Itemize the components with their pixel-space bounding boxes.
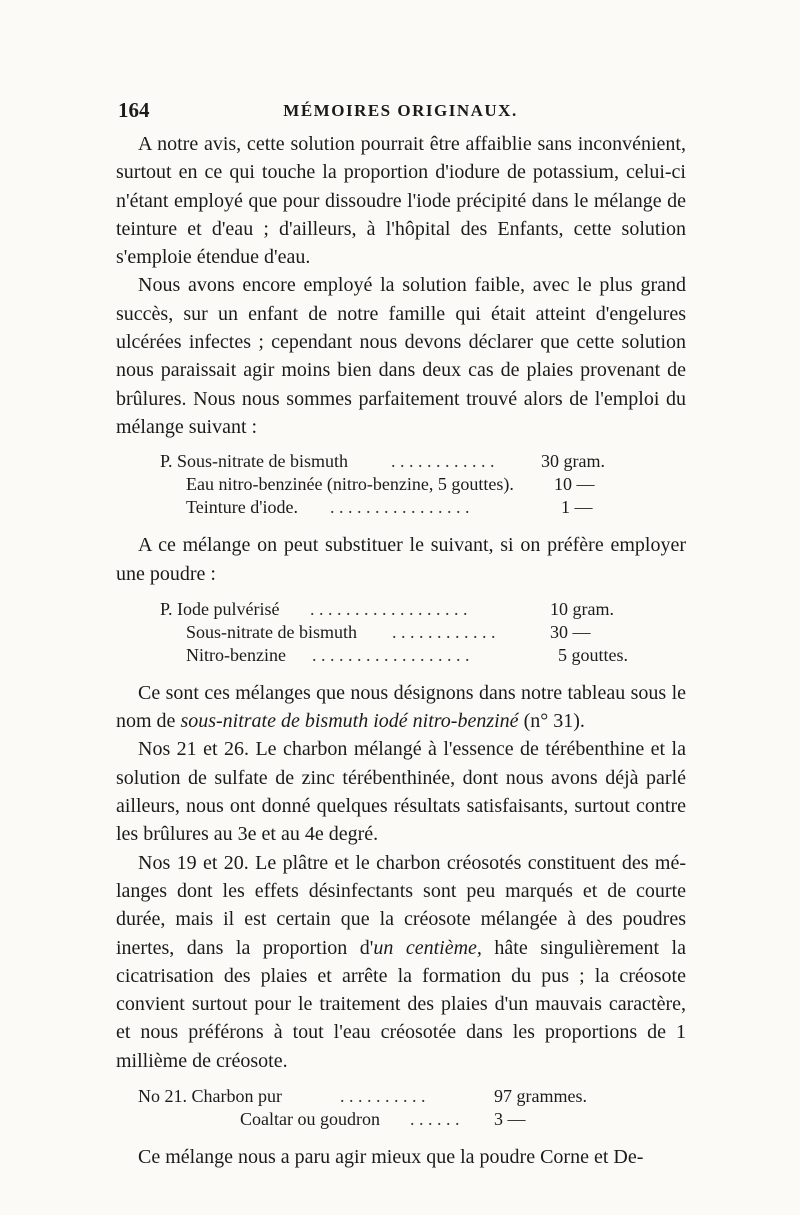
formula-ingredient: Nitro-benzine bbox=[186, 644, 286, 665]
item-number: Nos bbox=[138, 738, 171, 761]
paragraph: Nous avons encore employé la solution faible, avec le plus grand succès, sur un enfant de notre famille qui était atteint d'engelures ulcérées infectes ; cependant nous devons déclarer que cette solution nous paraissait agir moins bien dans deux cas de plaies provenant de brûlures. Nous nous sommes parfaitement trouvé alors de l'emploi du mélange suivant : bbox=[116, 274, 686, 438]
italic-term: sous-nitrate de bismuth iodé nitro-benziné bbox=[180, 710, 519, 733]
paragraph: Ce mélange nous a paru agir mieux que la poudre Corne et De- bbox=[138, 1146, 644, 1169]
page-body bbox=[116, 130, 686, 1171]
paragraph bbox=[116, 849, 686, 1075]
formula-quantity: 3 — bbox=[494, 1109, 526, 1130]
formula-block bbox=[116, 450, 686, 519]
paragraph-text: (n° 31). bbox=[518, 710, 585, 733]
formula-quantity: 10 — bbox=[554, 474, 595, 495]
formula-row bbox=[116, 644, 686, 667]
running-title: MÉMOIRES ORIGINAUX. bbox=[283, 101, 518, 120]
dot-leader: . . . . . . . . . . bbox=[340, 1086, 426, 1107]
formula-quantity: 10 gram. bbox=[550, 598, 614, 619]
dot-leader: . . . . . . . . . . . . . . . . . . bbox=[312, 644, 470, 665]
formula-quantity: 5 gouttes. bbox=[558, 644, 628, 665]
dot-leader: . . . . . . bbox=[410, 1109, 460, 1130]
dot-leader: . . . . . . . . . . . . bbox=[391, 451, 495, 472]
paragraph: A ce mélange on peut substituer le suivant, si on préfère employer une poudre : bbox=[116, 534, 686, 585]
page-number: 164 bbox=[118, 98, 150, 122]
formula-quantity: 1 — bbox=[561, 497, 593, 518]
paragraph bbox=[116, 735, 686, 848]
dot-leader: . . . . . . . . . . . . . . . . . . bbox=[310, 598, 468, 619]
formula-row bbox=[116, 1108, 686, 1131]
paragraph bbox=[116, 679, 686, 736]
formula-row bbox=[116, 621, 686, 644]
formula-row bbox=[116, 1085, 686, 1108]
paragraph: A notre avis, cette solution pourrait être affaiblie sans inconvénient, surtout en ce qui touche la proportion d'iodure de potassium, celui-ci n'étant employé que pour dissoudre l'iode précipité dans le mélange de teinture et d'eau ; d'ailleurs, à l'hôpital des Enfants, cette solution s'emploie étendue d'eau. bbox=[116, 133, 686, 269]
item-number: Nos bbox=[138, 851, 171, 874]
formula-ingredient: Coaltar ou goudron bbox=[240, 1109, 380, 1130]
paragraph-text: hâte singulièrement la cicatrisation des plaies et arrête la formation du pus ; la créosote convient surtout pour le traitement des plaies d'un mauvais caractère, et nous préférons à tout l'eau créosotée dans les proportions de 1 millième de créosote. bbox=[116, 936, 686, 1072]
formula-ingredient: P. Sous-nitrate de bismuth bbox=[160, 451, 348, 472]
dot-leader: . . . . . . . . . . . . bbox=[392, 621, 496, 642]
formula-row bbox=[116, 598, 686, 621]
page-header bbox=[118, 98, 683, 124]
formula-row bbox=[116, 473, 686, 496]
formula-block bbox=[116, 598, 686, 667]
paragraph-text: Ce sont ces mélanges que nous désignons dans notre tableau sous le nom de bbox=[116, 681, 686, 733]
paragraph-text: 19 et 20. Le plâtre et le charbon créosotés constituent des mélanges dont les effets désinfectants sont peu marqués et de courte durée, mais il est certain que la créosote mélangée à des poudres inertes, dans la proportion d' bbox=[116, 851, 686, 959]
dot-leader: . . . . . . . . . . . . . . . . bbox=[330, 497, 470, 518]
formula-ingredient: Teinture d'iode. bbox=[186, 497, 298, 518]
formula-quantity: 97 grammes. bbox=[494, 1086, 587, 1107]
italic-term: un centième, bbox=[373, 936, 482, 959]
formula-ingredient: No 21. Charbon pur bbox=[138, 1086, 282, 1107]
formula-ingredient: Eau nitro-benzinée (nitro-benzine, 5 gouttes). bbox=[186, 474, 514, 495]
formula-row bbox=[116, 450, 686, 473]
formula-quantity: 30 gram. bbox=[541, 451, 605, 472]
formula-ingredient: Sous-nitrate de bismuth bbox=[186, 621, 357, 642]
formula-row bbox=[116, 496, 686, 519]
formula-quantity: 30 — bbox=[550, 621, 591, 642]
paragraph-text: 21 et 26. Le charbon mélangé à l'essence de térébenthine et la solution de sulfate de zinc térébenthinée, dont nous avons déjà parlé ailleurs, nous ont donné quelques résultats satisfaisants, surtout contre les brûlures au 3e et au 4e degré. bbox=[116, 738, 686, 846]
formula-block bbox=[116, 1085, 686, 1131]
formula-ingredient: P. Iode pulvérisé bbox=[160, 598, 280, 619]
